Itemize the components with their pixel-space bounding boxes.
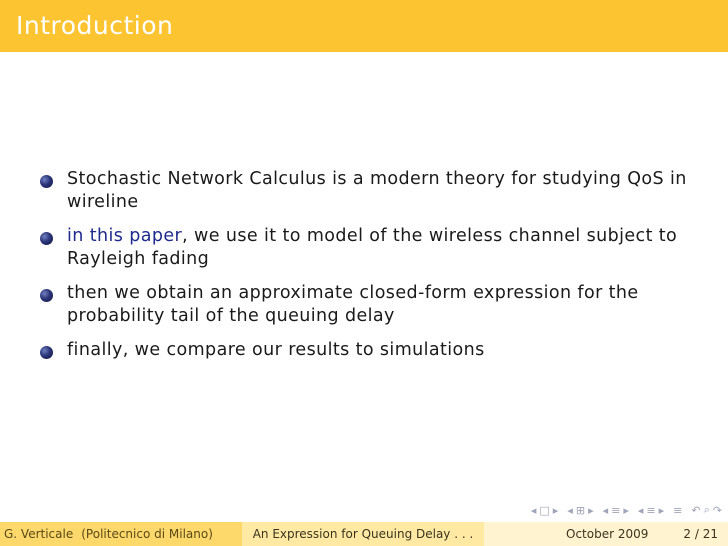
nav-section-icon[interactable]: ≡ [611, 503, 621, 517]
footer-bar [0, 522, 728, 546]
nav-back-icon[interactable]: ↶ [691, 503, 701, 517]
footer-meta-segment [484, 522, 728, 546]
bullet-text: , we use it to model of the wireless channel subject to Rayleigh fading [67, 226, 678, 269]
nav-subsection-icon[interactable]: ⊞ [575, 503, 586, 517]
footer-author: G. Verticale [4, 527, 74, 541]
frame-title: Introduction [16, 11, 174, 40]
nav-search-icon[interactable]: ⌕ [703, 503, 710, 516]
frame-title-bar [0, 0, 728, 52]
nav-document-icon[interactable]: ≡ [646, 503, 656, 517]
bullet-item [40, 168, 720, 214]
nav-forward-icon[interactable]: ↷ [712, 503, 722, 517]
bullet-ball-icon [40, 346, 53, 359]
footer-title-segment [242, 522, 484, 546]
footer-page-number: 2 / 21 [683, 527, 718, 541]
bullet-text: Stochastic Network Calculus is a modern theory for studying QoS in wireline [67, 169, 687, 212]
bullet-item [40, 282, 720, 328]
nav-appendix-icon[interactable]: ≡ [673, 503, 683, 517]
bullet-item [40, 225, 720, 271]
nav-next-section-icon[interactable]: ▸ [623, 503, 629, 517]
nav-frame-icon[interactable]: □ [539, 503, 550, 517]
nav-prev-frame-icon[interactable]: ◂ [530, 503, 537, 517]
nav-prev-section-icon[interactable]: ◂ [602, 503, 609, 517]
bullet-list [40, 168, 720, 373]
bullet-ball-icon [40, 289, 53, 302]
nav-prev-subsection-icon[interactable]: ◂ [567, 503, 573, 517]
bullet-text: finally, we compare our results to simulations [67, 340, 485, 360]
bullet-ball-icon [40, 232, 53, 245]
footer-institution: (Politecnico di Milano) [81, 527, 213, 541]
nav-next-subsection-icon[interactable]: ▸ [588, 503, 594, 517]
footer-author-segment [0, 522, 242, 546]
bullet-ball-icon [40, 175, 53, 188]
nav-next-document-icon[interactable]: ▸ [658, 503, 665, 517]
navigation-bar [531, 502, 722, 518]
bullet-item [40, 339, 720, 362]
bullet-highlight: in this paper [67, 226, 183, 246]
nav-next-frame-icon[interactable]: ▸ [552, 503, 559, 517]
footer-short-title: An Expression for Queuing Delay . . . [252, 527, 474, 541]
bullet-text: then we obtain an approximate closed-form expression for the probability tail of the queuing delay [67, 283, 639, 326]
nav-prev-document-icon[interactable]: ◂ [637, 503, 644, 517]
footer-date: October 2009 [566, 527, 649, 541]
